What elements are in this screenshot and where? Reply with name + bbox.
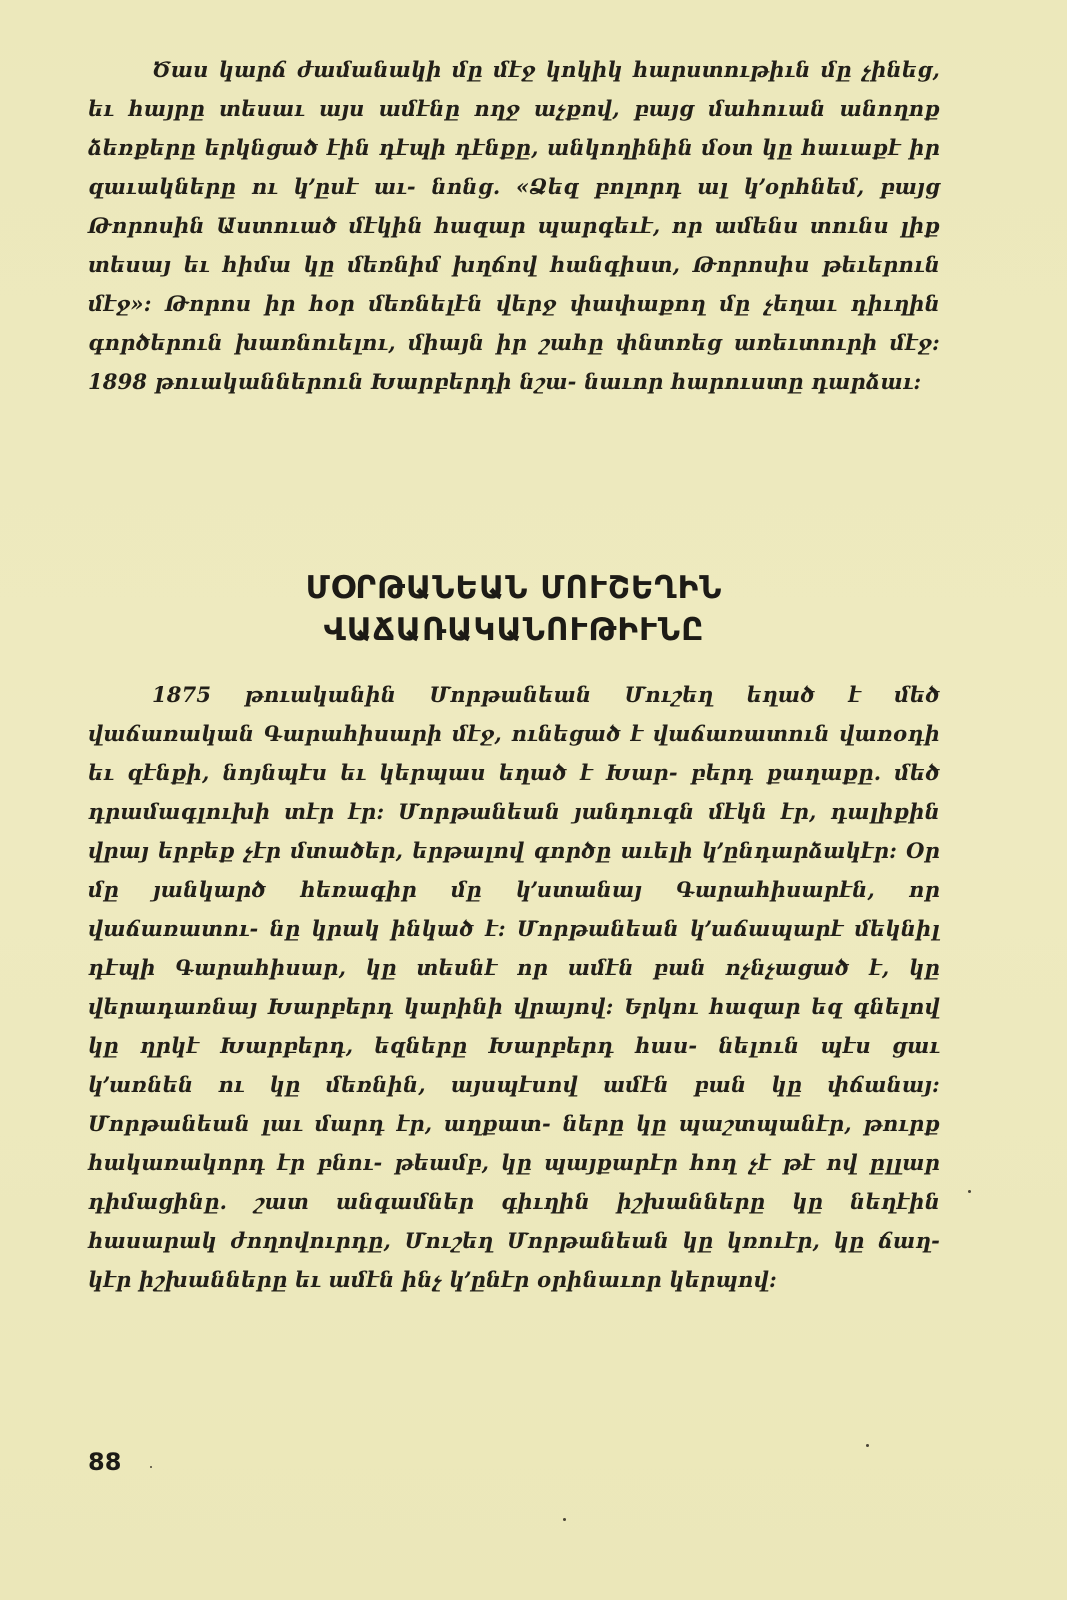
ink-speck: [563, 1518, 566, 1521]
ink-speck: [866, 1444, 869, 1447]
body-paragraph-2: 1875 թուականին Մորթանեան Մուշեղ եղած է մեծ վաճառական Գարահիսարի մէջ, ունեցած է վաճառատուն վառօդի եւ զէնքի, նոյնպէս եւ կերպաս եղած է Խար- բերդ քաղաքը. մեծ դրամագլուխի տէր էր: Մորթանեան յանդուգն մէկն էր, դալիքին վրայ երբեք չէր մտածեր, երթալով գործը աւելի կ՚ընդարձակէր: Օր մը յանկարծ հեռագիր մը կ՚ստանայ Գարահիսարէն, որ վաճառատու- նը կրակ ինկած է: Մորթանեան կ՚աճապարէ մեկնիլ դէպի Գարահիսար, կը տեսնէ որ ամէն բան ոչնչացած է, կը վերադառնայ Խարբերդ կարինի վրայով: Երկու հազար եզ գնելով կը ղրկէ Խարբերդ, եզները Խարբերդ հաս- նելուն պէս ցաւ կ՚առնեն ու կը մեռնին, այսպէսով ամէն բան կը փճանայ: Մորթանեան լաւ մարդ էր, աղքատ- ները կը պաշտպանէր, թուրք հակառակորդ էր բնու- թեամբ, կը պայքարէր հող չէ թէ ով ըլլար դիմացինը. շատ անգամներ գիւղին իշխանները կը նեղէին հասարակ ժողովուրդը, Մուշեղ Մորթանեան կը կռուէր, կը ճաղ- կէր իշխանները եւ ամէն ինչ կ՚ընէր օրինաւոր կերպով:: [88, 682, 940, 1292]
ink-speck: [150, 1466, 152, 1468]
page-number: 88: [88, 1448, 122, 1476]
chapter-heading-line-1: ՄՕՐԹԱՆԵԱՆ ՄՈՒՇԵՂԻՆ: [305, 570, 723, 606]
ink-speck: [968, 1190, 971, 1193]
chapter-heading-line-2: ՎԱՃԱՌԱԿԱՆՈՒԹԻՒՆԸ: [323, 612, 705, 648]
body-paragraph-1: Ծաս կարճ ժամանակի մը մէջ կոկիկ հարստութիւն մը չինեց, եւ հայրը տեսաւ այս ամէնը ողջ աչքով, բայց մահուան անողոք ձեռքերը երկնցած էին դէպի դէնքը, անկողինին մօտ կը հաւաքէ իր զաւակները ու կ՚ըսէ աւ- նոնց. «Ձեզ բոլորդ ալ կ՚օրհնեմ, բայց Թորոսին Աստուած մէկին հազար պարգեւէ, որ ամենս տունս լիք տեսայ եւ հիմա կը մեռնիմ խղճով հանգիստ, Թորոսիս թեւերուն մէջ»: Թորոս իր հօր մեռնելէն վերջ փափաքող մը չեղաւ դիւղին գործերուն խառնուելու, միայն իր շահը փնտռեց առեւտուրի մէջ: 1898 թուականներուն Խարբերդի նշա- նաւոր հարուստը դարձաւ:: [88, 57, 940, 394]
